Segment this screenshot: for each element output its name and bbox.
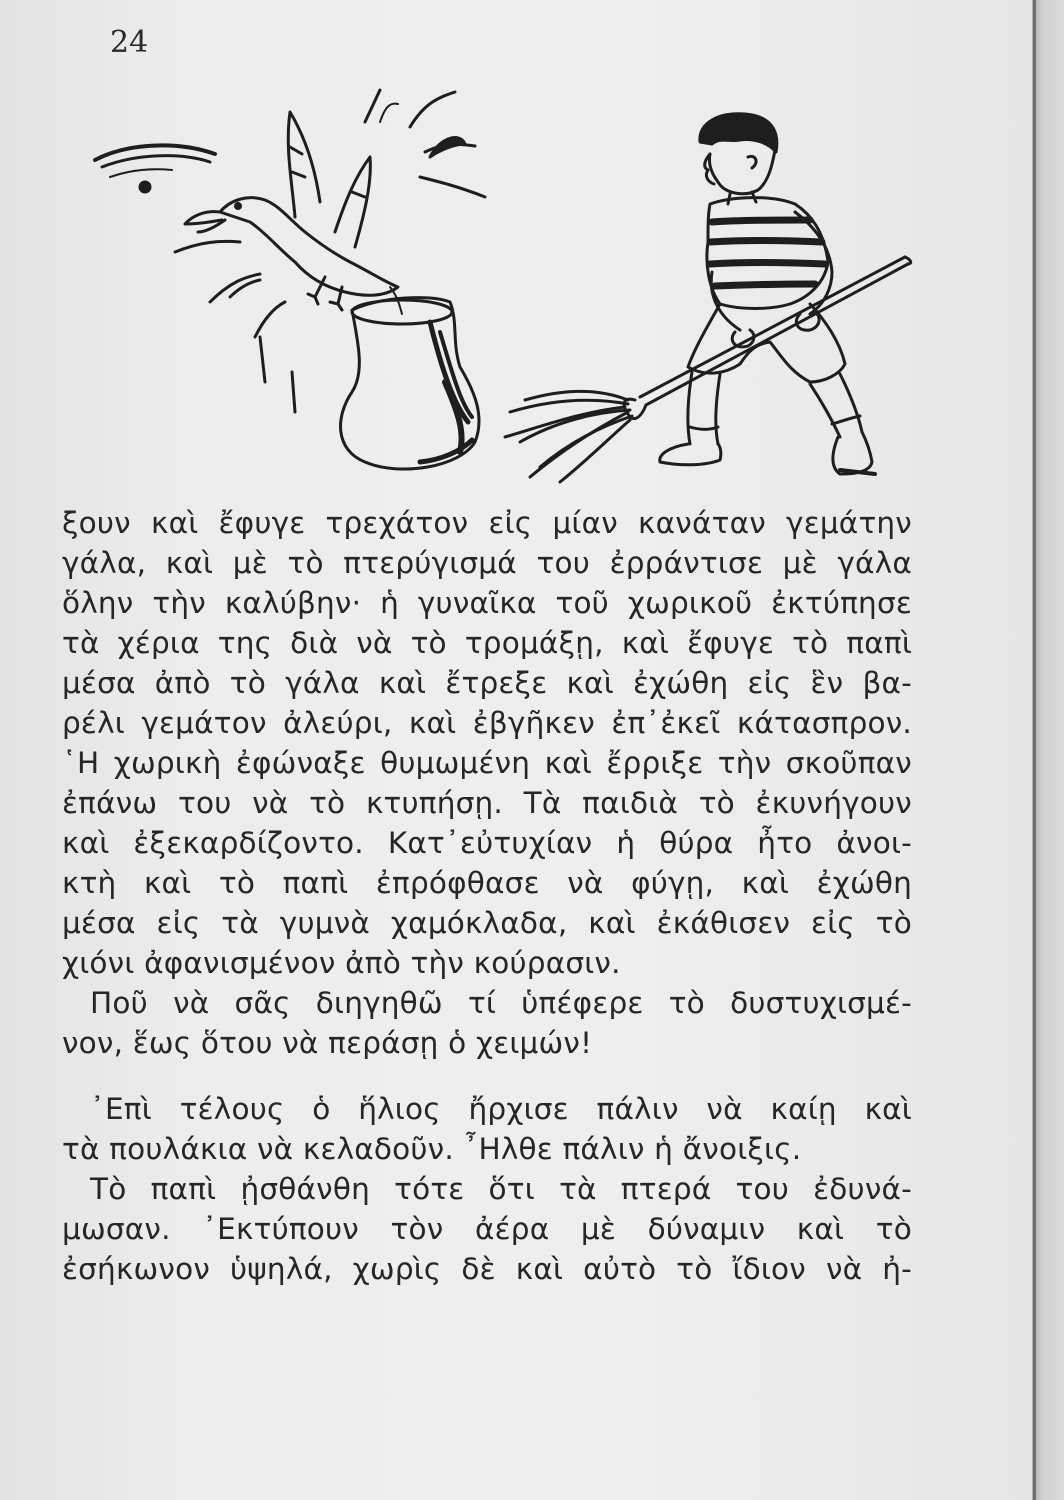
text-line: ὅλην τὴν καλύβην· ἡ γυναῖκα τοῦ χωρικοῦ ἐκτύπησε (62, 586, 912, 620)
text-line: ἐσήκωνον ὑψηλά, χωρὶς δὲ καὶ αὐτὸ τὸ ἴδιον νὰ ἠ- (62, 1252, 912, 1286)
paragraph-1 (62, 503, 912, 983)
text-line: μωσαν. ᾽Εκτύπουν τὸν ἀέρα μὲ δύναμιν καὶ τὸ (62, 1212, 912, 1246)
text-line: Ποῦ νὰ σᾶς διηγηθῶ τί ὑπέφερε τὸ δυστυχισμέ- (90, 986, 912, 1020)
text-line: ῾Η χωρικὴ ἐφώναξε θυμωμένη καὶ ἔρριξε τὴν σκοῦπαν (62, 746, 912, 780)
text-line: κτὴ καὶ τὸ παπὶ ἐπρόφθασε νὰ φύγῃ, καὶ ἐχώθη (62, 866, 912, 900)
paragraph-4 (62, 1169, 912, 1209)
body-text (62, 503, 912, 1289)
paragraph-2-cont (62, 1023, 912, 1063)
spine-edge (1033, 0, 1036, 1500)
text-line: ᾽Επὶ τέλους ὁ ἥλιος ἤρχισε πάλιν νὰ καίῃ καὶ (90, 1092, 912, 1126)
text-line: γάλα, καὶ μὲ τὸ πτερύγισμά του ἐρράντισε μὲ γάλα (62, 546, 912, 580)
text-line: Τὸ παπὶ ᾐσθάνθη τότε ὅτι τὰ πτερά του ἐδυνά- (90, 1172, 912, 1206)
paragraph-3 (62, 1089, 912, 1129)
text-line: τὰ χέρια της διὰ νὰ τὸ τρομάξῃ, καὶ ἔφυγε τὸ παπὶ (62, 626, 912, 660)
text-line: ἐπάνω του νὰ τὸ κτυπήσῃ. Τὰ παιδιὰ τὸ ἐκυνήγουν (62, 786, 912, 820)
text-line: ρέλι γεμάτον ἀλεύρι, καὶ ἐβγῆκεν ἐπ᾽ἐκεῖ κάτασπρον. (62, 706, 912, 740)
text-line: μέσα ἀπὸ τὸ γάλα καὶ ἔτρεξε καὶ ἐχώθη εἰς ἓν βα- (62, 666, 912, 700)
text-line: ξουν καὶ ἔφυγε τρεχάτον εἰς μίαν κανάταν γεμάτην (62, 506, 912, 540)
text-line: χιόνι ἀφανισμένον ἀπὸ τὴν κούρασιν. (62, 946, 621, 980)
text-line: νον, ἕως ὅτου νὰ περάσῃ ὁ χειμών! (62, 1026, 593, 1060)
paragraph-gap (62, 1063, 912, 1089)
paragraph-2 (62, 983, 912, 1023)
page-number: 24 (110, 25, 149, 60)
paragraph-4-cont (62, 1209, 912, 1289)
paragraph-3-cont (62, 1129, 912, 1169)
text-line: τὰ πουλάκια νὰ κελαδοῦν. ῏Ηλθε πάλιν ἡ ἄνοιξις. (62, 1132, 802, 1166)
duck-pot-boy-broom-illustration (80, 82, 920, 502)
book-spine (1032, 0, 1064, 1500)
text-line: μέσα εἰς τὰ γυμνὰ χαμόκλαδα, καὶ ἐκάθισεν εἰς τὸ (62, 906, 912, 940)
text-line: καὶ ἐξεκαρδίζοντο. Κατ᾽εὐτυχίαν ἡ θύρα ἦτο ἀνοι- (62, 826, 912, 860)
